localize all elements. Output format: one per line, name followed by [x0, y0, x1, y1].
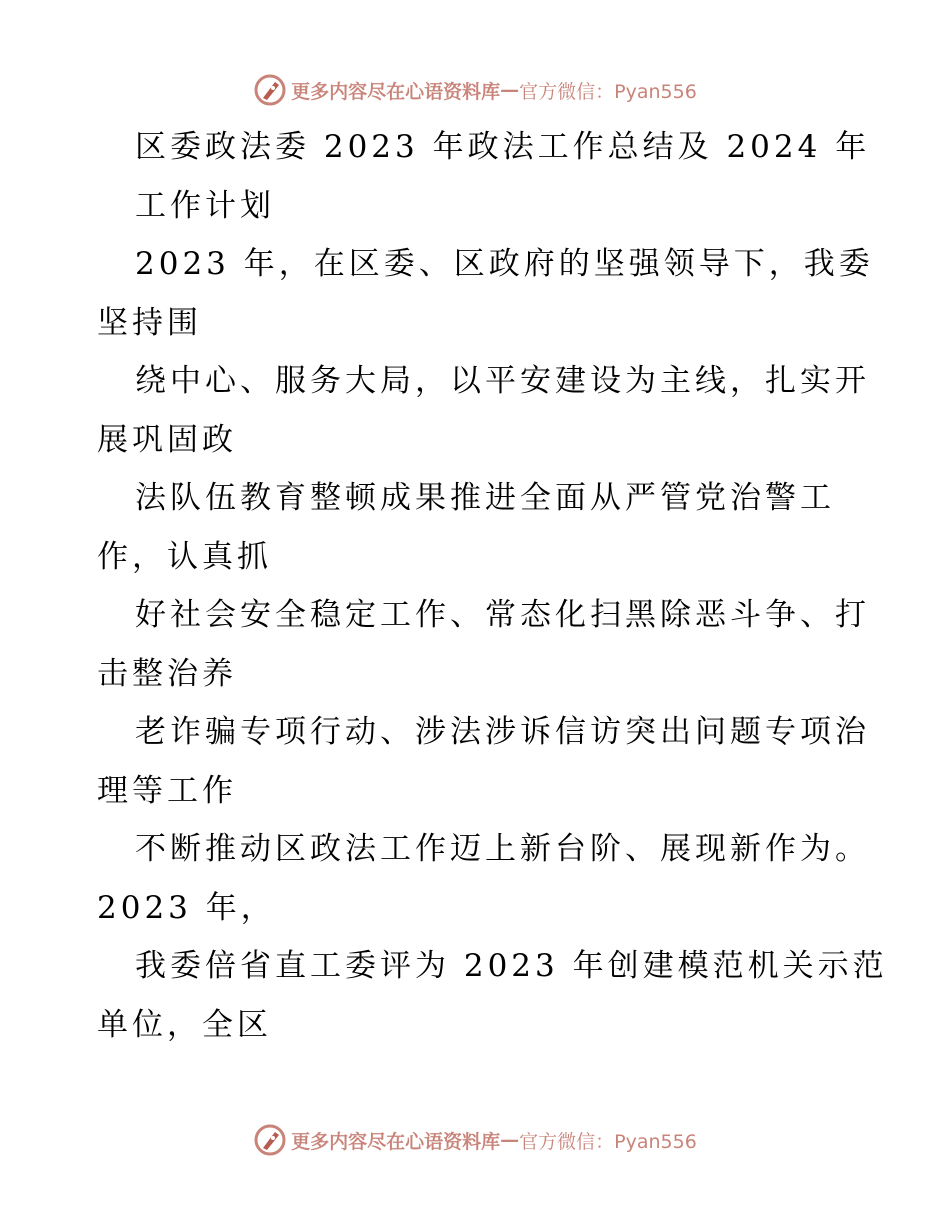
paragraph-line: 展巩固政 [97, 421, 237, 458]
paragraph-line: 绕中心、服务大局，以平安建设为主线，扎实开 [135, 363, 870, 399]
paragraph-line: 2023 年，在区委、区政府的坚强领导下，我委 [135, 246, 874, 282]
paragraph-line: 老诈骗专项行动、涉法涉诉信访突出问题专项治 [135, 714, 870, 750]
watermark-text: 更多内容尽在心语资料库 [291, 80, 501, 103]
watermark-wechat: 官方微信：Pyan556 [519, 1130, 697, 1153]
title-line-2: 工作计划 [135, 187, 275, 224]
paragraph-line: 单位，全区 [97, 1006, 272, 1043]
paragraph-line: 法队伍教育整顿成果推进全面从严管党治警工 [135, 480, 835, 516]
pen-nib-logo-icon [253, 73, 287, 107]
pen-nib-logo-icon [253, 1123, 287, 1157]
paragraph-line: 击整治养 [97, 655, 237, 692]
paragraph-line: 2023 年， [97, 889, 276, 926]
paragraph-line: 坚持围 [97, 304, 202, 341]
watermark-wechat: 官方微信：Pyan556 [519, 80, 697, 103]
watermark-text: 更多内容尽在心语资料库 [291, 1130, 501, 1153]
paragraph-line: 作，认真抓 [97, 538, 272, 575]
paragraph-line: 不断推动区政法工作迈上新台阶、展现新作为。 [135, 831, 870, 867]
footer-watermark [0, 1120, 950, 1160]
paragraph-line: 理等工作 [97, 772, 237, 809]
document-body [97, 118, 888, 1054]
watermark-dash: — [500, 1129, 520, 1151]
header-watermark [0, 70, 950, 110]
title-line-1: 区委政法委 2023 年政法工作总结及 2024 年 [135, 129, 871, 165]
watermark-dash: — [500, 79, 520, 101]
paragraph-line: 我委倍省直工委评为 2023 年创建模范机关示范 [135, 948, 888, 984]
paragraph-line: 好社会安全稳定工作、常态化扫黑除恶斗争、打 [135, 597, 870, 633]
